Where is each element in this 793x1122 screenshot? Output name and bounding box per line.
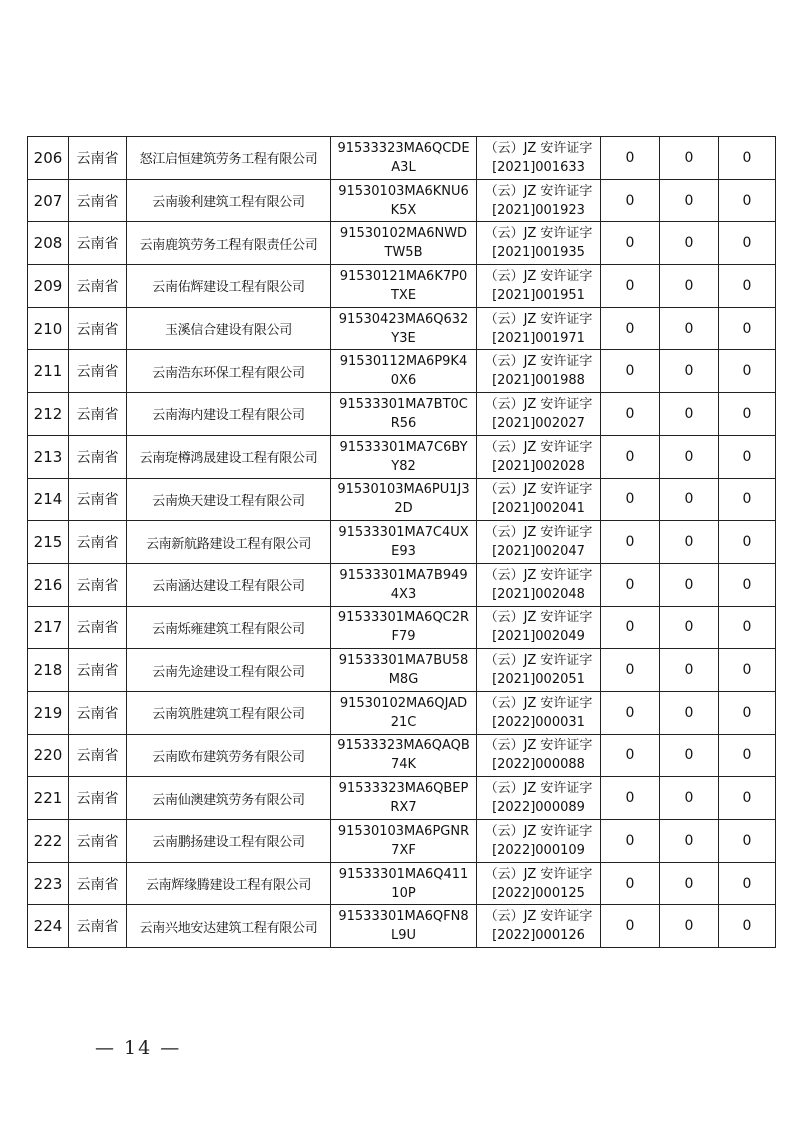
count-cell-3: 0 [719, 905, 776, 948]
permit-number-cell [477, 307, 601, 350]
credit-code-cell-line-1: 91533301MA7C6BY [339, 439, 468, 455]
credit-code-cell [331, 820, 477, 863]
province-cell: 云南省 [69, 435, 127, 478]
table-body [28, 137, 776, 948]
permit-number-cell-line-1: （云）JZ 安许证字 [484, 909, 593, 925]
permit-number-cell-line-2: [2021]001971 [492, 330, 585, 346]
company-name-cell: 云南涵达建设工程有限公司 [127, 563, 331, 606]
permit-number-cell-line-1: （云）JZ 安许证字 [484, 866, 593, 882]
permit-number-cell-line-2: [2022]000088 [492, 757, 585, 773]
table-row [28, 777, 776, 820]
credit-code-cell [331, 265, 477, 308]
credit-code-cell [331, 393, 477, 436]
permit-number-cell-line-2: [2021]002041 [492, 501, 585, 517]
company-name-cell: 云南鹏扬建设工程有限公司 [127, 820, 331, 863]
permit-number-cell-line-1: （云）JZ 安许证字 [484, 311, 593, 327]
credit-code-cell-line-1: 91530102MA6QJAD [339, 695, 468, 711]
province-cell: 云南省 [69, 393, 127, 436]
count-cell-3: 0 [719, 691, 776, 734]
company-name-cell: 云南烁雍建筑工程有限公司 [127, 606, 331, 649]
permit-number-cell-line-2: [2021]002048 [492, 586, 585, 602]
permit-number-cell-line-2: [2021]001935 [492, 245, 585, 261]
count-cell-3: 0 [719, 137, 776, 180]
province-cell: 云南省 [69, 862, 127, 905]
province-cell: 云南省 [69, 137, 127, 180]
province-cell: 云南省 [69, 905, 127, 948]
permit-number-cell [477, 606, 601, 649]
province-cell: 云南省 [69, 350, 127, 393]
count-cell-3: 0 [719, 777, 776, 820]
count-cell-1: 0 [601, 435, 660, 478]
table-row [28, 137, 776, 180]
permit-number-cell-line-1: （云）JZ 安许证字 [484, 610, 593, 626]
table-row [28, 393, 776, 436]
company-name-cell: 云南仙澳建筑劳务有限公司 [127, 777, 331, 820]
permit-number-cell-line-2: [2021]001951 [492, 287, 585, 303]
row-number: 223 [28, 862, 69, 905]
credit-code-cell [331, 179, 477, 222]
permit-number-cell-line-1: （云）JZ 安许证字 [484, 525, 593, 541]
permit-number-cell-line-2: [2021]002047 [492, 544, 585, 560]
row-number: 211 [28, 350, 69, 393]
count-cell-1: 0 [601, 734, 660, 777]
company-name-cell: 怒江启恒建筑劳务工程有限公司 [127, 137, 331, 180]
count-cell-1: 0 [601, 820, 660, 863]
row-number: 220 [28, 734, 69, 777]
permit-number-cell [477, 649, 601, 692]
permit-number-cell-line-1: （云）JZ 安许证字 [484, 183, 593, 199]
permit-number-cell [477, 179, 601, 222]
province-cell: 云南省 [69, 734, 127, 777]
company-name-cell: 云南新航路建设工程有限公司 [127, 521, 331, 564]
permit-number-cell [477, 691, 601, 734]
row-number: 219 [28, 691, 69, 734]
count-cell-3: 0 [719, 606, 776, 649]
table-row [28, 265, 776, 308]
count-cell-3: 0 [719, 307, 776, 350]
page-number: — 14 — [95, 1037, 182, 1059]
company-name-cell: 云南鹿筑劳务工程有限责任公司 [127, 222, 331, 265]
credit-code-cell-line-1: 91530103MA6KNU6 [338, 183, 469, 199]
count-cell-2: 0 [660, 179, 719, 222]
row-number: 222 [28, 820, 69, 863]
count-cell-3: 0 [719, 649, 776, 692]
province-cell: 云南省 [69, 521, 127, 564]
count-cell-2: 0 [660, 393, 719, 436]
credit-code-cell-line-1: 91533301MA6QC2R [337, 610, 470, 626]
company-name-cell: 云南焕天建设工程有限公司 [127, 478, 331, 521]
count-cell-3: 0 [719, 820, 776, 863]
credit-code-cell-line-2: F79 [391, 629, 416, 645]
permit-number-cell [477, 265, 601, 308]
credit-code-cell-line-1: 91530103MA6PU1J3 [337, 482, 470, 498]
permit-number-cell-line-2: [2022]000125 [492, 885, 585, 901]
permit-number-cell-line-2: [2021]002027 [492, 415, 585, 431]
credit-code-cell-line-1: 91530423MA6Q632 [338, 311, 469, 327]
company-name-cell: 云南琁樽鸿晟建设工程有限公司 [127, 435, 331, 478]
credit-code-cell-line-2: K5X [390, 202, 417, 218]
permit-number-cell [477, 393, 601, 436]
permit-number-cell [477, 563, 601, 606]
credit-code-cell [331, 649, 477, 692]
permit-number-cell-line-1: （云）JZ 安许证字 [484, 823, 593, 839]
permit-number-cell-line-1: （云）JZ 安许证字 [484, 439, 593, 455]
count-cell-3: 0 [719, 862, 776, 905]
province-cell: 云南省 [69, 777, 127, 820]
row-number: 221 [28, 777, 69, 820]
permit-number-cell [477, 905, 601, 948]
credit-code-cell-line-2: 2D [394, 501, 413, 517]
table-row [28, 179, 776, 222]
credit-code-cell-line-1: 91530112MA6P9K4 [339, 354, 468, 370]
credit-code-cell-line-2: TXE [390, 287, 417, 303]
credit-code-cell-line-2: Y82 [391, 458, 416, 474]
count-cell-3: 0 [719, 435, 776, 478]
count-cell-1: 0 [601, 350, 660, 393]
permit-number-cell-line-2: [2021]001633 [492, 159, 585, 175]
table-row [28, 606, 776, 649]
count-cell-3: 0 [719, 521, 776, 564]
permit-number-cell [477, 478, 601, 521]
table-row [28, 435, 776, 478]
count-cell-1: 0 [601, 777, 660, 820]
credit-code-cell-line-2: 74K [390, 757, 417, 773]
credit-code-cell-line-2: L9U [390, 928, 417, 944]
license-table [27, 136, 776, 948]
table-row [28, 905, 776, 948]
table-row [28, 862, 776, 905]
count-cell-1: 0 [601, 137, 660, 180]
credit-code-cell-line-1: 91533301MA6QFN8 [338, 909, 469, 925]
credit-code-cell-line-2: Y3E [391, 330, 416, 346]
permit-number-cell-line-1: （云）JZ 安许证字 [484, 396, 593, 412]
credit-code-cell-line-2: 4X3 [390, 586, 417, 602]
credit-code-cell [331, 137, 477, 180]
credit-code-cell-line-2: M8G [388, 672, 419, 688]
credit-code-cell-line-1: 91533323MA6QCDE [337, 140, 470, 156]
province-cell: 云南省 [69, 820, 127, 863]
credit-code-cell [331, 521, 477, 564]
credit-code-cell-line-1: 91533301MA7BU58 [338, 653, 469, 669]
credit-code-cell-line-1: 91533301MA7C4UX [338, 525, 469, 541]
count-cell-1: 0 [601, 478, 660, 521]
credit-code-cell-line-2: 7XF [391, 842, 416, 858]
permit-number-cell-line-1: （云）JZ 安许证字 [484, 482, 593, 498]
row-number: 216 [28, 563, 69, 606]
table-row [28, 820, 776, 863]
count-cell-2: 0 [660, 734, 719, 777]
permit-number-cell [477, 435, 601, 478]
count-cell-1: 0 [601, 563, 660, 606]
permit-number-cell [477, 521, 601, 564]
company-name-cell: 云南筑胜建筑工程有限公司 [127, 691, 331, 734]
province-cell: 云南省 [69, 265, 127, 308]
company-name-cell: 云南先途建设工程有限公司 [127, 649, 331, 692]
credit-code-cell-line-1: 91533301MA7BT0C [339, 396, 468, 412]
count-cell-1: 0 [601, 393, 660, 436]
table-row [28, 563, 776, 606]
permit-number-cell [477, 350, 601, 393]
count-cell-2: 0 [660, 691, 719, 734]
table-row [28, 307, 776, 350]
credit-code-cell [331, 222, 477, 265]
row-number: 210 [28, 307, 69, 350]
company-name-cell: 云南欧布建筑劳务有限公司 [127, 734, 331, 777]
count-cell-1: 0 [601, 307, 660, 350]
row-number: 214 [28, 478, 69, 521]
count-cell-3: 0 [719, 393, 776, 436]
row-number: 217 [28, 606, 69, 649]
permit-number-cell [477, 777, 601, 820]
credit-code-cell [331, 862, 477, 905]
company-name-cell: 云南骏利建筑工程有限公司 [127, 179, 331, 222]
count-cell-2: 0 [660, 777, 719, 820]
province-cell: 云南省 [69, 606, 127, 649]
count-cell-1: 0 [601, 691, 660, 734]
count-cell-2: 0 [660, 862, 719, 905]
credit-code-cell [331, 691, 477, 734]
permit-number-cell-line-2: [2022]000031 [492, 714, 585, 730]
company-name-cell: 云南浩东环保工程有限公司 [127, 350, 331, 393]
credit-code-cell-line-2: 21C [390, 714, 417, 730]
credit-code-cell [331, 478, 477, 521]
count-cell-1: 0 [601, 179, 660, 222]
credit-code-cell-line-2: TW5B [384, 245, 423, 261]
count-cell-1: 0 [601, 862, 660, 905]
credit-code-cell-line-2: R56 [390, 415, 417, 431]
count-cell-2: 0 [660, 350, 719, 393]
province-cell: 云南省 [69, 691, 127, 734]
permit-number-cell [477, 222, 601, 265]
count-cell-2: 0 [660, 521, 719, 564]
permit-number-cell-line-1: （云）JZ 安许证字 [484, 781, 593, 797]
count-cell-2: 0 [660, 222, 719, 265]
count-cell-1: 0 [601, 905, 660, 948]
count-cell-2: 0 [660, 649, 719, 692]
row-number: 209 [28, 265, 69, 308]
count-cell-2: 0 [660, 563, 719, 606]
permit-number-cell-line-1: （云）JZ 安许证字 [484, 226, 593, 242]
credit-code-cell-line-1: 91530121MA6K7P0 [339, 268, 468, 284]
province-cell: 云南省 [69, 563, 127, 606]
row-number: 207 [28, 179, 69, 222]
count-cell-2: 0 [660, 905, 719, 948]
table-row [28, 691, 776, 734]
company-name-cell: 云南辉缘腾建设工程有限公司 [127, 862, 331, 905]
credit-code-cell [331, 734, 477, 777]
row-number: 206 [28, 137, 69, 180]
count-cell-2: 0 [660, 435, 719, 478]
permit-number-cell-line-2: [2021]002051 [492, 672, 585, 688]
count-cell-3: 0 [719, 222, 776, 265]
permit-number-cell-line-2: [2021]001923 [492, 202, 585, 218]
permit-number-cell [477, 734, 601, 777]
permit-number-cell [477, 820, 601, 863]
row-number: 212 [28, 393, 69, 436]
count-cell-2: 0 [660, 820, 719, 863]
company-name-cell: 云南海内建设工程有限公司 [127, 393, 331, 436]
credit-code-cell [331, 563, 477, 606]
count-cell-3: 0 [719, 179, 776, 222]
table-row [28, 222, 776, 265]
count-cell-2: 0 [660, 307, 719, 350]
license-table-container [27, 136, 776, 948]
count-cell-2: 0 [660, 137, 719, 180]
permit-number-cell-line-1: （云）JZ 安许证字 [484, 567, 593, 583]
permit-number-cell-line-1: （云）JZ 安许证字 [484, 354, 593, 370]
count-cell-2: 0 [660, 478, 719, 521]
credit-code-cell [331, 905, 477, 948]
table-row [28, 649, 776, 692]
credit-code-cell-line-1: 91530102MA6NWD [339, 226, 468, 242]
permit-number-cell-line-2: [2022]000126 [492, 928, 585, 944]
credit-code-cell-line-1: 91533301MA6Q411 [338, 866, 469, 882]
credit-code-cell-line-1: 91533323MA6QBEP [338, 781, 469, 797]
credit-code-cell [331, 606, 477, 649]
count-cell-3: 0 [719, 734, 776, 777]
permit-number-cell-line-1: （云）JZ 安许证字 [484, 268, 593, 284]
row-number: 213 [28, 435, 69, 478]
permit-number-cell-line-1: （云）JZ 安许证字 [484, 695, 593, 711]
credit-code-cell-line-2: E93 [391, 544, 416, 560]
table-row [28, 350, 776, 393]
credit-code-cell-line-2: 10P [391, 885, 416, 901]
province-cell: 云南省 [69, 222, 127, 265]
count-cell-3: 0 [719, 563, 776, 606]
count-cell-2: 0 [660, 265, 719, 308]
permit-number-cell-line-2: [2021]002028 [492, 458, 585, 474]
company-name-cell: 云南兴地安达建筑工程有限公司 [127, 905, 331, 948]
credit-code-cell-line-2: A3L [391, 159, 416, 175]
row-number: 215 [28, 521, 69, 564]
credit-code-cell-line-1: 91533323MA6QAQB [337, 738, 470, 754]
count-cell-1: 0 [601, 606, 660, 649]
credit-code-cell-line-2: 0X6 [390, 373, 417, 389]
company-name-cell: 玉溪信合建设有限公司 [127, 307, 331, 350]
count-cell-1: 0 [601, 222, 660, 265]
row-number: 224 [28, 905, 69, 948]
count-cell-3: 0 [719, 478, 776, 521]
permit-number-cell-line-2: [2021]002049 [492, 629, 585, 645]
permit-number-cell-line-1: （云）JZ 安许证字 [484, 738, 593, 754]
credit-code-cell [331, 307, 477, 350]
permit-number-cell [477, 137, 601, 180]
count-cell-3: 0 [719, 265, 776, 308]
count-cell-1: 0 [601, 521, 660, 564]
credit-code-cell-line-2: RX7 [390, 800, 417, 816]
count-cell-1: 0 [601, 649, 660, 692]
row-number: 208 [28, 222, 69, 265]
company-name-cell: 云南佑辉建设工程有限公司 [127, 265, 331, 308]
province-cell: 云南省 [69, 179, 127, 222]
permit-number-cell-line-2: [2022]000089 [492, 800, 585, 816]
permit-number-cell [477, 862, 601, 905]
credit-code-cell [331, 435, 477, 478]
credit-code-cell-line-1: 91533301MA7B949 [339, 567, 468, 583]
credit-code-cell [331, 350, 477, 393]
permit-number-cell-line-2: [2021]001988 [492, 373, 585, 389]
credit-code-cell-line-1: 91530103MA6PGNR [337, 823, 470, 839]
permit-number-cell-line-1: （云）JZ 安许证字 [484, 653, 593, 669]
province-cell: 云南省 [69, 649, 127, 692]
table-row [28, 734, 776, 777]
table-row [28, 521, 776, 564]
table-row [28, 478, 776, 521]
credit-code-cell [331, 777, 477, 820]
province-cell: 云南省 [69, 478, 127, 521]
permit-number-cell-line-1: （云）JZ 安许证字 [484, 140, 593, 156]
count-cell-3: 0 [719, 350, 776, 393]
permit-number-cell-line-2: [2022]000109 [492, 842, 585, 858]
province-cell: 云南省 [69, 307, 127, 350]
row-number: 218 [28, 649, 69, 692]
count-cell-1: 0 [601, 265, 660, 308]
count-cell-2: 0 [660, 606, 719, 649]
